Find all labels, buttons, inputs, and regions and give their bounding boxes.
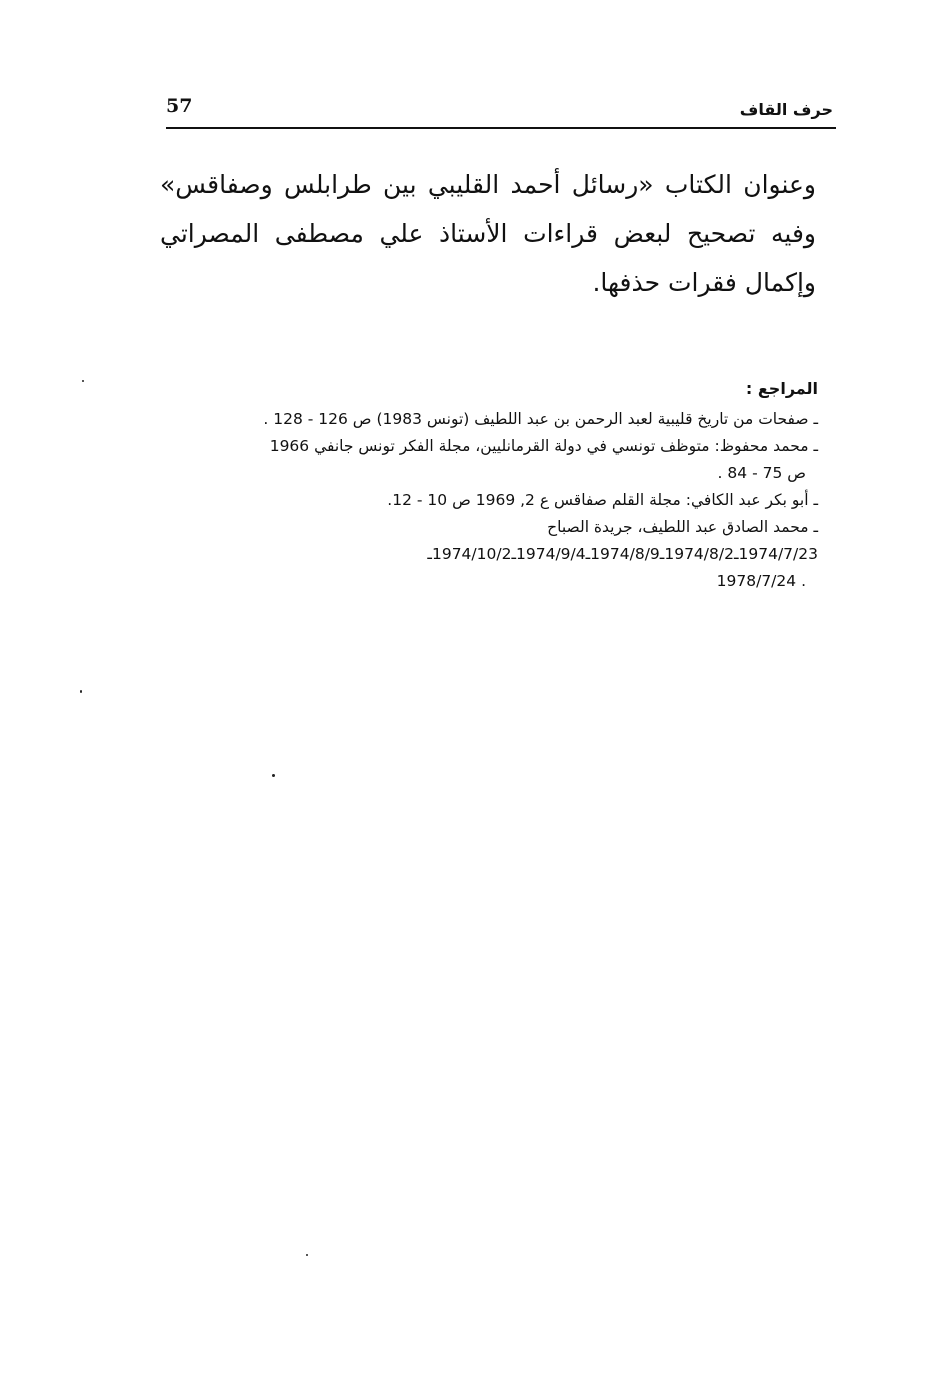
scan-speck [272,774,275,777]
reference-item: ـ أبو بكر عبد الكافي: مجلة القلم صفاقس ع 2, 1969 ص 10 - 12. [387,491,818,509]
page-number: 57 [166,95,193,117]
scan-speck [82,380,84,382]
reference-continuation: . 1978/7/24 [716,572,806,590]
reference-continuation: ص 75 - 84 . [717,464,806,482]
running-head: حرف القاف [739,100,833,119]
header-rule [166,127,836,129]
references-section [155,375,818,595]
reference-item: ـ صفحات من تاريخ قليبية لعبد الرحمن بن عبد اللطيف (تونس 1983) ص 126 - 128 . [263,410,818,428]
scan-speck [306,1254,308,1256]
reference-item: ـ محمد محفوظ: متوظف تونسي في دولة القرمانليين، مجلة الفكر تونس جانفي 1966 [269,437,818,455]
references-heading: المراجع : [745,379,818,398]
reference-item: ـ محمد الصادق عبد اللطيف، جريدة الصباح 1974/7/23ـ1974/8/2ـ1974/8/9ـ1974/9/4ـ1974/10/2ـ [427,518,818,563]
body-paragraph: وعنوان الكتاب «رسائل أحمد القليبي بين طرابلس وصفاقس» وفيه تصحيح لبعض قراءات الأستاذ علي مصطفى المصراتي وإكمال فقرات حذفها. [160,170,816,297]
scan-speck [80,690,82,693]
